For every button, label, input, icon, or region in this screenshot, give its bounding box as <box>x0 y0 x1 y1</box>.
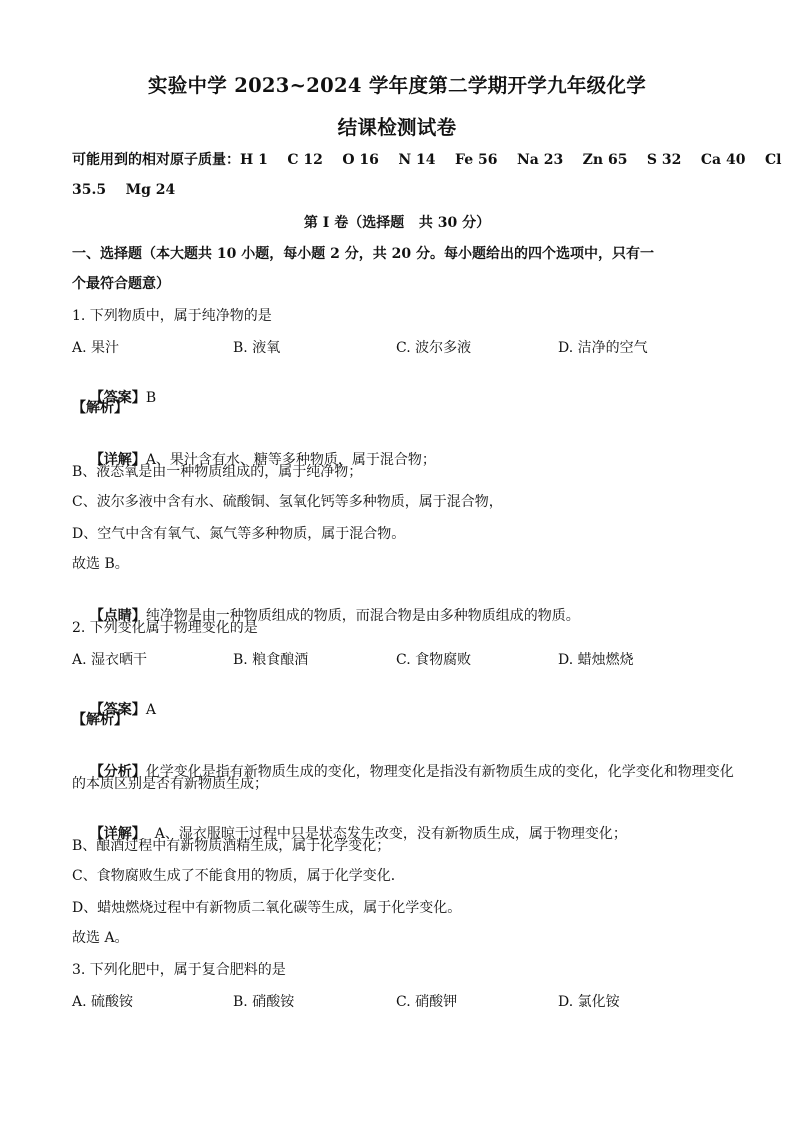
q1-analysis-tag: 【解析】 <box>72 400 128 416</box>
q2-option-d: D. 蜡烛燃烧 <box>558 652 634 668</box>
q2-analysis-text: 化学变化是指有新物质生成的变化，物理变化是指没有新物质生成的变化，化学变化和物理变化 <box>145 764 734 780</box>
q3-option-b: B. 硝酸铵 <box>233 994 295 1010</box>
q1-detail-tag: 【详解】 <box>89 452 146 468</box>
q2-detail-text: A、湿衣服晾干过程中只是状态发生改变，没有新物质生成，属于物理变化； <box>145 826 627 842</box>
q2-detail-line3: C、食物腐败生成了不能食用的物质，属于化学变化． <box>72 868 405 884</box>
q2-analysis2-tag: 【分析】 <box>89 764 146 780</box>
q1-detail-text: A、果汁含有水、糖等多种物质，属于混合物； <box>145 452 436 468</box>
q1-stem: 1. 下列物质中，属于纯净物的是 <box>72 308 272 324</box>
q2-option-a: A. 湿衣晒干 <box>72 652 148 668</box>
q1-answer-tag: 【答案】 <box>89 390 146 406</box>
q2-analysis-tag: 【解析】 <box>72 712 128 728</box>
q2-detail-line2: B、酿酒过程中有新物质酒精生成，属于化学变化； <box>72 838 391 854</box>
q2-option-b: B. 粮食酿酒 <box>233 652 309 668</box>
q1-tip-tag: 【点睛】 <box>89 608 146 624</box>
atomic-mass-line1: 可能用到的相对原子质量：H 1 C 12 O 16 N 14 Fe 56 Na 23 Zn 65 S 32 Ca 40 Cl <box>72 152 782 168</box>
q2-conclusion: 故选 A。 <box>72 930 129 946</box>
q2-detail-line4: D、蜡烛燃烧过程中有新物质二氧化碳等生成，属于化学变化。 <box>72 900 462 916</box>
q2-answer-tag: 【答案】 <box>89 702 146 718</box>
section-heading: 第 I 卷（选择题 共 30 分） <box>303 215 491 231</box>
exam-title-line1: 实验中学 2023~2024 学年度第二学期开学九年级化学 <box>147 74 647 97</box>
q1-option-b: B. 液氧 <box>233 340 281 356</box>
q1-option-c: C. 波尔多液 <box>396 340 472 356</box>
part1-instructions-line2: 个最符合题意） <box>72 276 170 292</box>
q1-detail-line2: B、液态氧是由一种物质组成的，属于纯净物； <box>72 464 363 480</box>
q2-option-c: C. 食物腐败 <box>396 652 472 668</box>
q2-stem: 2. 下列变化属于物理变化的是 <box>72 620 258 636</box>
q2-analysis-line2: 的本质区别是否有新物质生成； <box>72 776 268 792</box>
q1-tip-text: 纯净物是由一种物质组成的物质，而混合物是由多种物质组成的物质。 <box>145 608 580 624</box>
q1-option-a: A. 果汁 <box>72 340 120 356</box>
q1-detail-line3: C、波尔多液中含有水、硫酸铜、氢氧化钙等多种物质，属于混合物， <box>72 494 503 510</box>
part1-instructions-line1: 一、选择题（本大题共 10 小题，每小题 2 分，共 20 分。每小题给出的四个选项中，只有一 <box>72 246 654 262</box>
q1-option-d: D. 洁净的空气 <box>558 340 648 356</box>
q1-detail-line4: D、空气中含有氧气、氮气等多种物质，属于混合物。 <box>72 526 406 542</box>
q2-answer-value: A <box>145 702 156 718</box>
q1-conclusion: 故选 B。 <box>72 556 129 572</box>
atomic-mass-line2: 35.5 Mg 24 <box>72 182 176 198</box>
q3-option-c: C. 硝酸钾 <box>396 994 458 1010</box>
q3-option-a: A. 硫酸铵 <box>72 994 134 1010</box>
q3-stem: 3. 下列化肥中，属于复合肥料的是 <box>72 962 286 978</box>
q1-answer-value: B <box>145 390 157 406</box>
q3-option-d: D. 氯化铵 <box>558 994 620 1010</box>
q2-detail-tag: 【详解】 <box>89 826 146 842</box>
exam-title-line2: 结课检测试卷 <box>337 116 457 139</box>
